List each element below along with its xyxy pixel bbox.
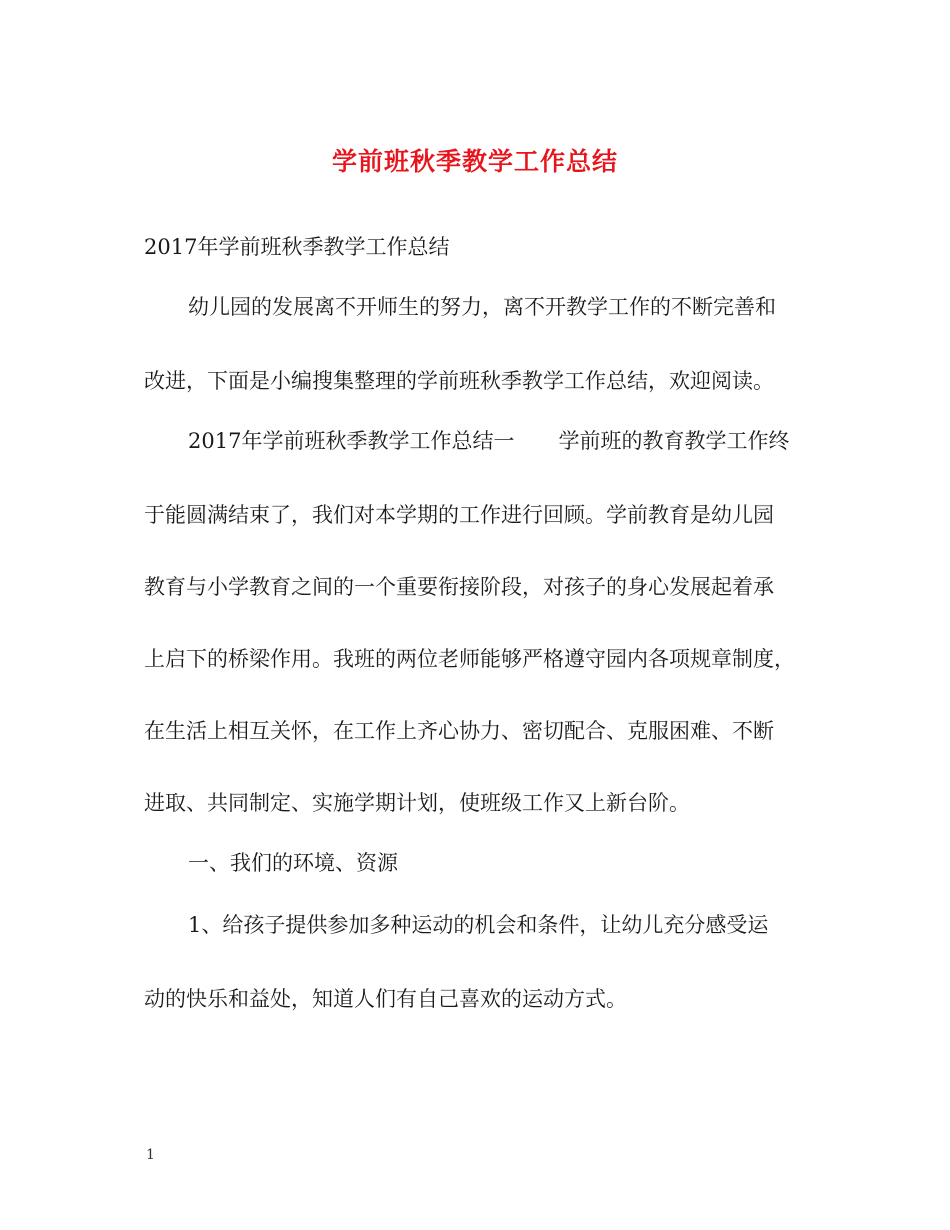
paragraph-line: 在生活上相互关怀，在工作上齐心协力、密切配合、克服困难、不断 <box>144 719 774 743</box>
paragraph-line: 动的快乐和益处，知道人们有自己喜欢的运动方式。 <box>144 987 627 1011</box>
section-heading: 一、我们的环境、资源 <box>188 851 398 875</box>
paragraph-text: 学前班的教育教学工作终 <box>558 429 790 453</box>
paragraph-line <box>188 426 806 456</box>
paragraph-line: 1、给孩子提供参加多种运动的机会和条件，让幼儿充分感受运 <box>188 913 769 937</box>
section-heading-inline: 2017年学前班秋季教学工作总结一 <box>188 429 515 453</box>
paragraph-line: 改进，下面是小编搜集整理的学前班秋季教学工作总结，欢迎阅读。 <box>144 369 774 393</box>
paragraph-line: 上启下的桥梁作用。我班的两位老师能够严格遵守园内各项规章制度， <box>144 647 795 671</box>
paragraph-line: 幼儿园的发展离不开师生的努力，离不开教学工作的不断完善和 <box>188 295 776 319</box>
paragraph-line: 进取、共同制定、实施学期计划，使班级工作又上新台阶。 <box>144 791 690 815</box>
document-title: 学前班秋季教学工作总结 <box>331 147 618 176</box>
paragraph-line: 教育与小学教育之间的一个重要衔接阶段，对孩子的身心发展起着承 <box>144 575 774 599</box>
paragraph-line: 于能圆满结束了，我们对本学期的工作进行回顾。学前教育是幼儿园 <box>144 503 774 527</box>
document-subtitle: 2017年学前班秋季教学工作总结 <box>144 235 450 259</box>
page-number: 1 <box>146 1147 155 1163</box>
